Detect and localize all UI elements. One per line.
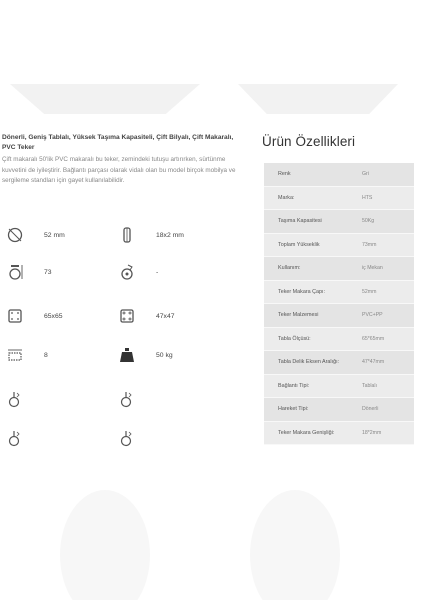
background-caster-wheel-right: [250, 490, 340, 600]
plate-size-icon: [6, 307, 24, 325]
property-value: Dönerli: [362, 406, 379, 413]
property-value: 52mm: [362, 288, 377, 295]
spec-row: [0, 219, 245, 251]
property-label: Hareket Tipi:: [278, 406, 309, 413]
product-description-body: Çift makaralı 50'lik PVC makaralı bu teker, zemindeki tutuşu artırırken, sürtünme kuvvetini de iyileştirir. Bağlantı parçası olarak vidalı olan bu model birçok mobilya ve sergileme standları için gayet kullanılabilidir.: [2, 156, 236, 184]
property-value: 73mm: [362, 241, 377, 248]
caster-swivel-icon: [6, 390, 24, 408]
spec-row: [0, 256, 245, 288]
table-row: [264, 304, 414, 328]
table-row: [264, 234, 414, 258]
spec-row: [0, 383, 245, 415]
background-caster-wheel-left: [60, 490, 150, 600]
property-label: Teker Makara Genişliği:: [278, 429, 335, 436]
caster-swivel-icon: [6, 429, 24, 447]
table-row: [264, 210, 414, 234]
spec-row: [0, 300, 245, 332]
property-label: Bağlantı Tipi:: [278, 382, 310, 389]
table-row: [264, 187, 414, 211]
spec-value: 65x65: [44, 312, 63, 320]
table-row: [264, 328, 414, 352]
property-value: 65*65mm: [362, 335, 385, 342]
spec-value: 8: [44, 351, 48, 359]
product-properties-title: Ürün Özellikleri: [262, 134, 356, 149]
spec-row: [0, 339, 245, 371]
property-label: Teker Malzemesi: [278, 312, 319, 319]
spec-value: 52 mm: [44, 231, 65, 239]
property-value: 50Kg: [362, 218, 375, 225]
property-label: Renk: [278, 171, 291, 178]
spec-value: 47x47: [156, 312, 175, 320]
weight-icon: [118, 346, 136, 364]
property-label: Taşıma Kapasitesi: [278, 218, 322, 225]
property-label: Tabla Delik Eksen Aralığı:: [278, 359, 340, 366]
property-value: Tablalı: [362, 382, 377, 389]
property-label: Kullanım:: [278, 265, 301, 272]
caster-swivel-icon: [118, 390, 136, 408]
property-value: Gri: [362, 171, 369, 178]
property-label: Tabla Ölçüsü:: [278, 335, 311, 342]
product-description-title: Dönerli, Geniş Tablalı, Yüksek Taşıma Kapasiteli, Çift Bilyalı, Çift Makaralı, PVC Teker: [2, 134, 234, 151]
table-row: [264, 398, 414, 422]
property-label: Marka:: [278, 194, 295, 201]
spec-value: 18x2 mm: [156, 231, 184, 239]
table-row: [264, 163, 414, 187]
property-value: iç Mekan: [362, 265, 383, 272]
hole-spacing-icon: [118, 307, 136, 325]
spec-row: [0, 422, 245, 454]
spec-value: -: [156, 268, 159, 276]
property-value: 18*2mm: [362, 429, 382, 436]
property-value: 47*47mm: [362, 359, 385, 366]
property-value: HTS: [362, 194, 373, 201]
wheel-width-icon: [118, 226, 136, 244]
table-row: [264, 351, 414, 375]
plate-thickness-icon: [6, 346, 24, 364]
brake-wheel-icon: [118, 263, 136, 281]
background-caster-top-left: [10, 84, 200, 114]
background-caster-top-right: [238, 84, 398, 114]
product-properties-table: [264, 163, 414, 445]
property-label: Toplam Yükseklik: [278, 241, 320, 248]
table-row: [264, 281, 414, 305]
property-value: PVC+PP: [362, 312, 383, 319]
property-label: Teker Makara Çapı:: [278, 288, 326, 295]
caster-swivel-icon: [118, 429, 136, 447]
spec-value: 50 kg: [156, 351, 173, 359]
total-height-icon: [6, 263, 24, 281]
table-row: [264, 422, 414, 446]
spec-value: 73: [44, 268, 52, 276]
table-row: [264, 375, 414, 399]
wheel-diameter-icon: [6, 226, 24, 244]
table-row: [264, 257, 414, 281]
